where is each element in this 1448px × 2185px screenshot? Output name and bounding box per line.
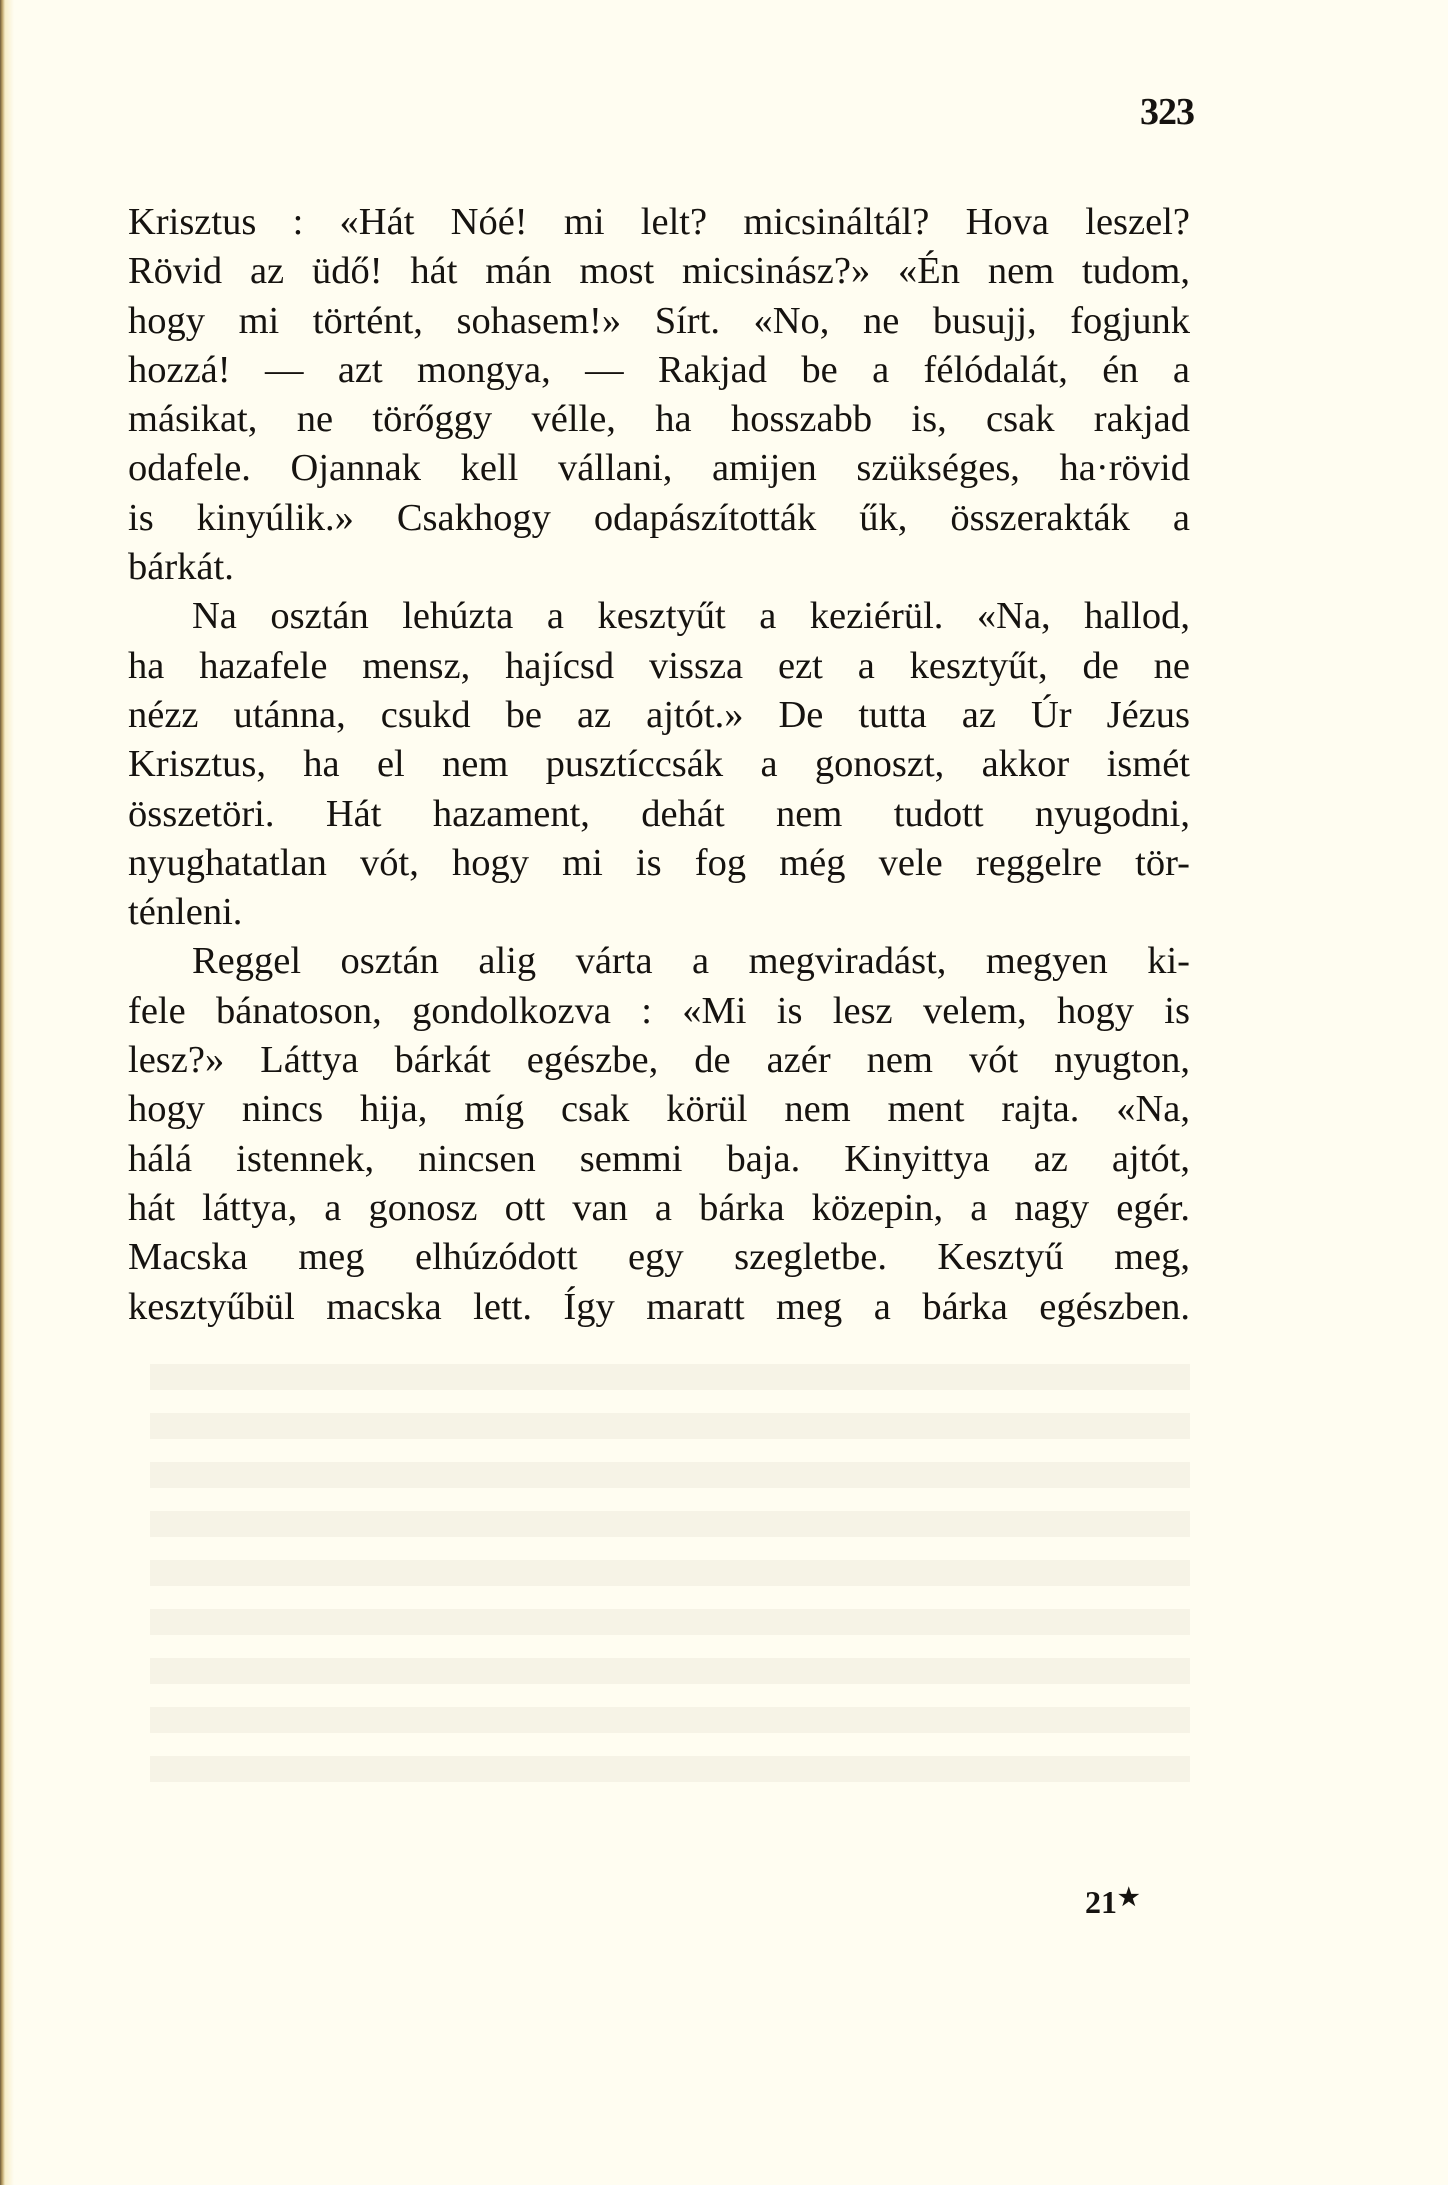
text-line: Krisztus, ha el nem pusztíccsák a gonoszt, akkor ismét bbox=[128, 743, 1190, 786]
text-line: is kinyúlik.» Csakhogy odapászították űk, összerakták a bbox=[128, 496, 1190, 539]
paragraph bbox=[128, 198, 1190, 592]
text-line: lesz?» Láttya bárkát egészbe, de azér nem vót nyugton, bbox=[128, 1039, 1190, 1082]
text-line: hogy nincs hija, míg csak körül nem ment rajta. «Na, bbox=[128, 1088, 1190, 1131]
signature-number: 21 bbox=[1085, 1884, 1117, 1920]
text-line: ha hazafele mensz, hajícsd vissza ezt a kesztyűt, de ne bbox=[128, 644, 1190, 687]
printer-signature-mark bbox=[1085, 1880, 1140, 1920]
text-line: Macska meg elhúzódott egy szegletbe. Kesztyű meg, bbox=[128, 1236, 1190, 1279]
text-line: kesztyűbül macska lett. Így maratt meg a bárka egészben. bbox=[128, 1285, 1190, 1328]
text-line: odafele. Ojannak kell vállani, amijen szükséges, ha·rövid bbox=[128, 447, 1190, 490]
text-line: nyughatatlan vót, hogy mi is fog még vele reggelre tör- bbox=[128, 841, 1190, 884]
text-line: nézz utánna, csukd be az ajtót.» De tutta az Úr Jézus bbox=[128, 693, 1190, 736]
text-line: összetöri. Hát hazament, dehát nem tudott nyugodni, bbox=[128, 792, 1190, 835]
text-line: fele bánatoson, gondolkozva : «Mi is lesz velem, hogy is bbox=[128, 989, 1190, 1032]
text-line: hálá istennek, nincsen semmi baja. Kinyittya az ajtót, bbox=[128, 1137, 1190, 1180]
text-line: hozzá! — azt mongya, — Rakjad be a félódalát, én a bbox=[128, 348, 1190, 391]
show-through-texture bbox=[150, 1350, 1190, 1790]
text-line: másikat, ne törőggy vélle, ha hosszabb is, csak rakjad bbox=[128, 398, 1190, 441]
text-line: Krisztus : «Hát Nóé! mi lelt? micsináltál? Hova leszel? bbox=[128, 201, 1190, 243]
text-line: hogy mi történt, sohasem!» Sírt. «No, ne busujj, fogjunk bbox=[128, 299, 1190, 342]
body-text bbox=[128, 198, 1190, 1332]
paragraph bbox=[128, 937, 1190, 1331]
star-icon: ★ bbox=[1118, 1885, 1140, 1911]
text-line: ténleni. bbox=[128, 891, 243, 934]
paragraph bbox=[128, 592, 1190, 937]
text-line: Na osztán lehúzta a kesztyűt a keziérül. «Na, hallod, bbox=[192, 595, 1190, 638]
page-number: 323 bbox=[1140, 91, 1194, 133]
text-line: Reggel osztán alig várta a megviradást, megyen ki- bbox=[192, 940, 1190, 983]
text-line: Rövid az üdő! hát mán most micsinász?» «Én nem tudom, bbox=[128, 250, 1190, 293]
text-line: bárkát. bbox=[128, 546, 234, 589]
text-line: hát láttya, a gonosz ott van a bárka közepin, a nagy egér. bbox=[128, 1186, 1190, 1229]
